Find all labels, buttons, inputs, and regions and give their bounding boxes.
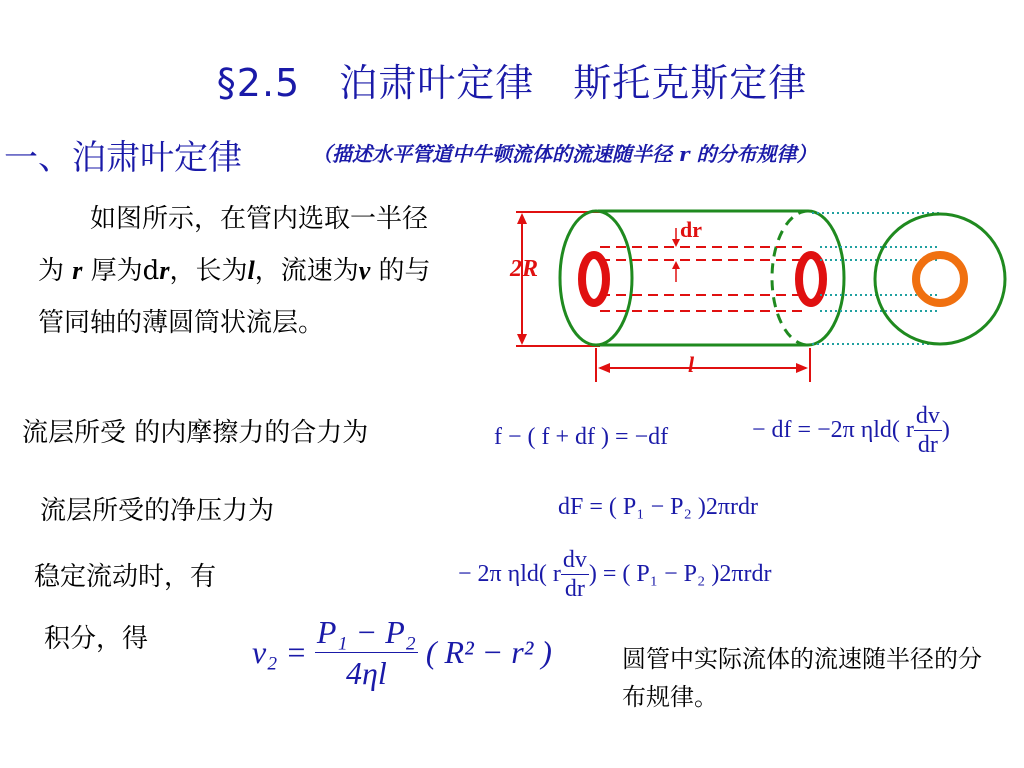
friction-rhs-close: ): [941, 417, 950, 443]
length-arrow-left: [598, 363, 610, 373]
friction-statement: 流层所受 的内摩擦力的合力为: [22, 418, 369, 448]
length-arrow-right: [796, 363, 808, 373]
pressure-equation: dF = ( P₁ − P₂ )2πrdr: [558, 494, 758, 520]
steady-left: − 2π ηld( r: [458, 561, 561, 587]
right-ring: [799, 255, 823, 303]
var-l: l: [247, 256, 255, 285]
steady-denominator: dr: [564, 576, 585, 602]
steady-fraction: [561, 546, 589, 603]
section-heading: 一、泊肃叶定律: [4, 138, 242, 178]
result-equation: [252, 612, 552, 693]
intro-text-5: 的与管同轴的薄圆筒状流层。: [38, 256, 431, 338]
friction-equation-lhs: f − ( f + df ) = −df: [494, 424, 669, 450]
var-dr: r: [159, 256, 170, 285]
diameter-arrow-down: [517, 334, 527, 345]
page-title: §2.5 泊肃叶定律 斯托克斯定律: [216, 61, 808, 105]
label-dr: dr: [680, 217, 702, 242]
result-numerator: P₁ − P₂: [315, 612, 418, 653]
cross-section-circle: [875, 214, 1005, 344]
steady-equation: [458, 546, 771, 603]
friction-rhs-fraction: [914, 402, 942, 459]
friction-rhs-denominator: dr: [917, 432, 938, 458]
result-rhs: ( R² − r² ): [425, 634, 552, 670]
friction-equation-rhs: [752, 402, 950, 459]
integrate-statement: 积分，得: [44, 624, 149, 654]
friction-rhs-numerator: dv: [915, 403, 940, 429]
intro-text-4: ，流速为: [254, 256, 359, 286]
intro-text-3: ，长为: [169, 256, 248, 286]
var-v: v: [358, 256, 371, 285]
intro-text-2: 厚为d: [82, 256, 160, 286]
steady-right: ) = ( P₁ − P₂ )2πrdr: [588, 561, 772, 587]
label-2R: 2R: [510, 256, 539, 282]
dr-arrowhead-bottom: [672, 261, 680, 269]
steady-statement: 稳定流动时，有: [34, 562, 217, 592]
friction-rhs-left: − df = −2π ηld( r: [752, 417, 914, 443]
result-fraction: [315, 612, 418, 693]
label-l: l: [688, 352, 695, 377]
result-denominator: 4ηl: [346, 655, 387, 691]
cylinder-left-end: [560, 211, 632, 345]
conclusion-note: 圆管中实际流体的流速随半径的分布规律。: [622, 645, 982, 711]
var-r: r: [72, 256, 83, 285]
pressure-statement: 流层所受的净压力为: [40, 496, 275, 526]
result-lhs: v₂ =: [252, 634, 307, 670]
intro-text-1: 如图所示，在管内选取一半径为: [38, 204, 429, 286]
steady-numerator: dv: [562, 547, 587, 573]
section-subtitle: （描述水平管道中牛顿流体的流速随半径 r 的分布规律）: [312, 142, 817, 166]
cross-section-ring: [916, 255, 964, 303]
dr-arrowhead-top: [672, 239, 680, 247]
diameter-arrow-up: [517, 213, 527, 224]
